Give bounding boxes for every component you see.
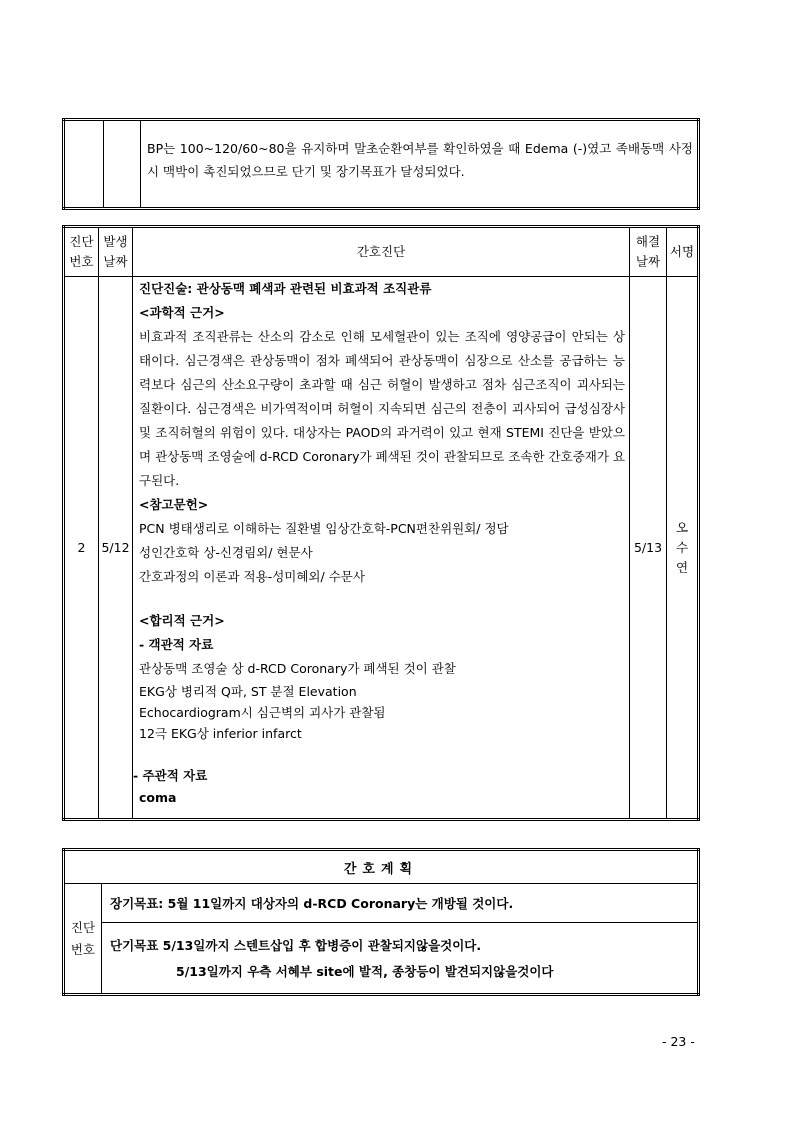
objective-item: 12극 EKG상 inferior infarct (139, 726, 302, 741)
plan-table (62, 848, 700, 996)
long-term-goal: 장기목표: 5월 11일까지 대상자의 d-RCD Coronary는 개방될 것이다. (102, 884, 699, 923)
evaluation-table (62, 118, 700, 210)
reference-item: 간호과정의 이론과 적용-성미혜외/ 수문사 (139, 569, 365, 584)
evaluation-text: BP는 100~120/60~80을 유지하며 말초순환여부를 확인하였을 때 Edema (-)였고 족배동맥 사정시 맥박이 촉진되었으므로 단기 및 장기목표가 달성되었다. (141, 120, 699, 209)
reference-item: PCN 병태생리로 이해하는 질환별 임상간호학-PCN편찬위원회/ 정담 (139, 521, 509, 536)
subjective-item: coma (139, 790, 177, 805)
resolved-date: 5/13 (630, 277, 667, 820)
header-resolved-date: 해결 날짜 (630, 227, 667, 277)
scientific-heading: <과학적 근거> (139, 305, 225, 320)
objective-heading: - 객관적 자료 (139, 637, 214, 652)
header-onset-date: 발생 날짜 (99, 227, 133, 277)
diagnosis-body (133, 277, 630, 820)
signature: 오 수 연 (667, 277, 699, 820)
evaluation-date-cell (104, 120, 141, 209)
header-diagnosis-number: 진단 번호 (64, 227, 99, 277)
objective-item: 관상동맥 조영술 상 d-RCD Coronary가 폐색된 것이 관찰 (139, 661, 456, 676)
plan-title: 간호계획 (64, 850, 699, 884)
subjective-heading: - 주관적 자료 (133, 768, 208, 783)
objective-item: EKG상 병리적 Q파, ST 분절 Elevation (139, 684, 357, 699)
plan-diagnosis-number-label: 진단 번호 (64, 884, 102, 995)
short-term-goal-2: 5/13일까지 우측 서혜부 site에 발적, 종창등이 발견되지않을것이다 (176, 964, 554, 979)
scientific-text: 비효과적 조직관류는 산소의 감소로 인해 모세혈관이 있는 조직에 영양공급이 안되는 상태이다. 심근경색은 관상동맥이 점차 폐색되어 관상동맥이 심장으로 산소를 공급하는 능력보다 심근의 산소요구량이 초과할 때 심근 허혈이 발생하고 점차 심근조직이 괴사되는 질환이다. 심근경색은 비가역적이며 허혈이 지속되면 심근의 전층이 괴사되어 급성심장사 및 조직허혈의 위험이 있다. 대상자는 PAOD의 과거력이 있고 현재 STEMI 진단을 받았으며 관상동맥 조영술에 d-RCD Coronary가 폐색된 것이 관찰되므로 조속한 간호중재가 요구된다. (139, 329, 625, 488)
reference-item: 성인간호학 상-신경림외/ 현문사 (139, 545, 313, 560)
short-term-goals (102, 923, 699, 995)
rational-heading: <합리적 근거> (139, 613, 225, 628)
header-nursing-diagnosis: 간호진단 (133, 227, 630, 277)
page-number: - 23 - (662, 1034, 695, 1049)
diagnosis-table (62, 225, 700, 821)
references-heading: <참고문헌> (139, 497, 209, 512)
onset-date: 5/12 (99, 277, 133, 820)
diagnosis-number: 2 (64, 277, 99, 820)
diagnosis-statement: 진단진술: 관상동맥 폐색과 관련된 비효과적 조직관류 (139, 281, 432, 296)
header-signature: 서명 (667, 227, 699, 277)
evaluation-num-cell (64, 120, 104, 209)
objective-item: Echocardiogram시 심근벽의 괴사가 관찰됨 (139, 705, 386, 720)
short-term-goal-1: 단기목표 5/13일까지 스텐트삽입 후 합병증이 관찰되지않을것이다. (110, 938, 482, 953)
